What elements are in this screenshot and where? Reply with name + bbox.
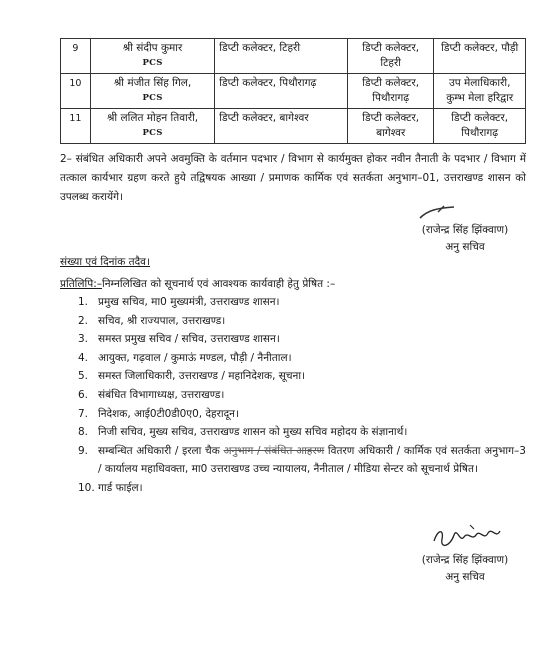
reference-line: संख्या एवं दिनांक तदैव। (60, 256, 150, 268)
transfer-table (60, 38, 526, 144)
table-row (61, 39, 526, 74)
signature-mark-icon (418, 204, 458, 222)
handwritten-signature-icon (430, 521, 505, 551)
signatory-designation: अनु सचिव (445, 571, 485, 583)
list-item (78, 312, 526, 331)
list-item (78, 349, 526, 368)
item-text: समस्त प्रमुख सचिव / सचिव, उत्तराखण्ड शासन। (98, 333, 280, 346)
list-item (78, 386, 526, 405)
list-item (78, 442, 526, 479)
item-text: प्रमुख सचिव, मा0 मुख्यमंत्री, उत्तराखण्ड शासन। (98, 296, 280, 308)
list-item (78, 405, 526, 424)
item-number: 4. (78, 351, 89, 364)
current-post: डिप्टी कलेक्टर, पिथौरागढ़ (215, 74, 348, 109)
item-text: निदेशक, आई0टी0डी0ए0, देहरादून। (98, 407, 239, 420)
item-number: 8. (78, 426, 89, 439)
signature-block-1 (395, 222, 535, 256)
relieved-from: डिप्टी कलेक्टर, टिहरी (348, 39, 434, 74)
item-number: 6. (78, 388, 89, 401)
item-number: 1. (78, 296, 89, 308)
item-text-continued: वितरण अधिकारी / कार्मिक एवं सतर्कता अनुभाग–3 / कार्यालय महाधिवक्ता, मा0 उत्तराखण्ड उच्च न्यायालय, नैनीताल / मीडिया सेन्टर को सूचनार्थ प्रेषित। (98, 444, 526, 476)
serial-number: 9 (61, 39, 91, 74)
officer-name-cell (90, 74, 214, 109)
copy-heading (60, 277, 335, 291)
copy-text: निम्नलिखित को सूचनार्थ एवं आवश्यक कार्यवाही हेतु प्रेषित :– (102, 278, 336, 290)
relieved-from: डिप्टी कलेक्टर, पिथौरागढ़ (348, 74, 434, 109)
current-post: डिप्टी कलेक्टर, टिहरी (215, 39, 348, 74)
item-text: गार्ड फाईल। (98, 481, 143, 494)
new-posting: डिप्टी कलेक्टर, पौड़ी (434, 39, 526, 74)
list-item (78, 330, 526, 349)
item-text: आयुक्त, गढ़वाल / कुमाऊं मण्डल, पौड़ी / नैनीताल। (98, 351, 292, 364)
officer-cadre: PCS (142, 128, 163, 138)
distribution-list (78, 293, 526, 498)
list-item (78, 479, 526, 498)
new-posting: उप मेलाधिकारी, कुम्भ मेला हरिद्वार (434, 74, 526, 109)
list-item (78, 423, 526, 442)
item-text: समस्त जिलाधिकारी, उत्तराखण्ड / महानिदेशक, सूचना। (98, 370, 306, 383)
struck-text: अनुभाग / संबंधित आहरण (223, 444, 325, 457)
item-text: निजी सचिव, मुख्य सचिव, उत्तराखण्ड शासन को मुख्य सचिव महोदय के संज्ञानार्थ। (98, 426, 408, 439)
item-text: सम्बन्धित अधिकारी / इरला चैक (98, 444, 224, 457)
serial-number: 11 (61, 109, 91, 144)
officer-cadre: PCS (142, 93, 163, 103)
officer-name: श्री संदीप कुमार (122, 42, 183, 54)
item-number: 9. (78, 444, 89, 457)
item-number: 3. (78, 333, 89, 346)
item-number: 2. (78, 314, 89, 327)
signatory-name: (राजेन्द्र सिंह झिंक्वाण) (421, 554, 509, 566)
new-posting: डिप्टी कलेक्टर, पिथौरागढ़ (434, 109, 526, 144)
signatory-name: (राजेन्द्र सिंह झिंक्वाण) (421, 224, 509, 236)
table-row (61, 109, 526, 144)
officer-name: श्री ललित मोहन तिवारी, (107, 112, 199, 124)
signatory-designation: अनु सचिव (445, 241, 485, 253)
item-number: 7. (78, 407, 89, 420)
item-text: सचिव, श्री राज्यपाल, उत्तराखण्ड। (98, 314, 226, 327)
officer-name-cell (90, 109, 214, 144)
list-item (78, 293, 526, 312)
current-post: डिप्टी कलेक्टर, बागेश्वर (215, 109, 348, 144)
relieved-from: डिप्टी कलेक्टर, बागेश्वर (348, 109, 434, 144)
item-text: संबंधित विभागाध्यक्ष, उत्तराखण्ड। (98, 388, 225, 401)
table-row (61, 74, 526, 109)
instruction-paragraph: 2– संबंधित अधिकारी अपने अवमुक्ति के वर्तमान पदभार / विभाग से कार्यमुक्त होकर नवीन तैनाती के पदभार / विभाग में तत्काल कार्यभार ग्रहण करते हुये तद्विषयक आख्या / प्रमाणक कार्मिक एवं सतर्कता अनुभाग–01, उत्तराखण्ड शासन को उपलब्ध करायेंगे। (60, 153, 526, 203)
item-number: 10. (78, 481, 95, 494)
officer-cadre: PCS (142, 58, 163, 68)
copy-label: प्रतिलिपि:– (60, 278, 102, 290)
serial-number: 10 (61, 74, 91, 109)
officer-name: श्री मंजीत सिंह गिल, (113, 77, 192, 89)
list-item (78, 367, 526, 386)
item-number: 5. (78, 370, 89, 383)
officer-name-cell (90, 39, 214, 74)
signature-block-2 (395, 552, 535, 586)
